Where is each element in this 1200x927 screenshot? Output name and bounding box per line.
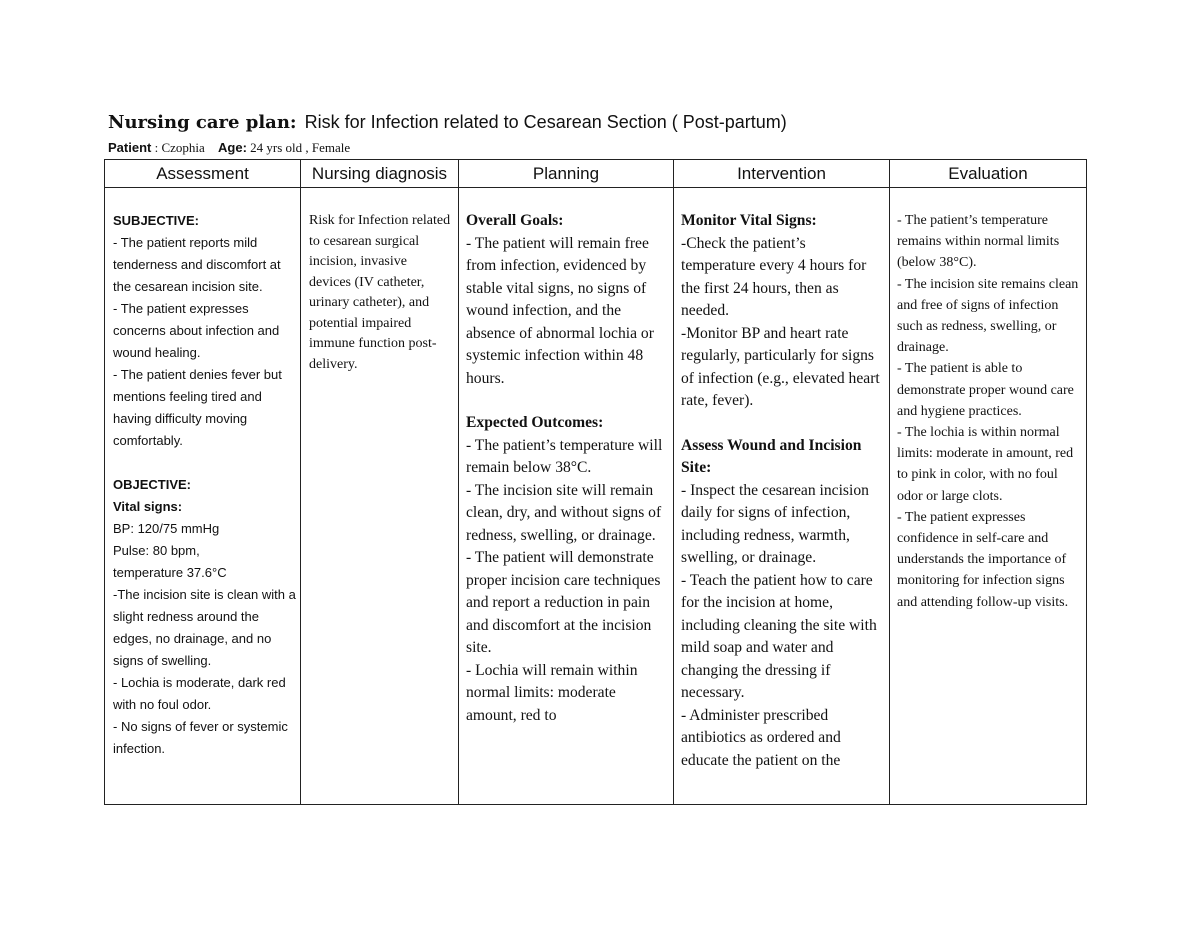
diagnosis-cell [301, 188, 459, 805]
outcomes-heading: Expected Outcomes: [466, 414, 604, 431]
title-text: Risk for Infection related to Cesarean Section ( Post-partum) [304, 112, 787, 132]
goals-heading: Overall Goals: [466, 212, 564, 229]
list-item: - The lochia is within normal limits: moderate in amount, red to pink in color, with no foul odor or large clots. [897, 425, 1074, 504]
vital-signs-heading: Vital signs: [113, 499, 183, 514]
age-label: Age: [218, 140, 247, 155]
patient-info [108, 140, 350, 156]
list-item: -The incision site is clean with a slight redness around the edges, no drainage, and no signs of swelling. [113, 587, 296, 668]
list-item: - The patient is able to demonstrate proper wound care and hygiene practices. [897, 361, 1074, 419]
list-item: - The patient will demonstrate proper incision care techniques and report a reduction in pain and discomfort at the incision site. [466, 549, 661, 656]
page-title [108, 112, 787, 133]
list-item: - Administer prescribed antibiotics as ordered and educate the patient on the [681, 706, 841, 769]
care-plan-table [104, 159, 1087, 805]
header-nursing-diagnosis: Nursing diagnosis [301, 160, 459, 188]
monitor-vitals-heading: Monitor Vital Signs: [681, 212, 817, 229]
list-item: - The patient expresses confidence in self-care and understands the importance of monitoring for infection signs and attending follow-up visits. [897, 509, 1069, 610]
list-item: - The patient denies fever but mentions feeling tired and having difficulty moving comfortably. [113, 367, 282, 448]
list-item: - The incision site remains clean and free of signs of infection such as redness, swelling, or drainage. [897, 276, 1079, 356]
objective-heading: OBJECTIVE: [113, 477, 192, 492]
evaluation-cell [890, 188, 1087, 805]
list-item: -Check the patient’s temperature every 4 hours for the first 24 hours, then as needed. [681, 234, 867, 319]
list-item: - The patient reports mild tenderness and discomfort at the cesarean incision site. [113, 235, 281, 294]
list-item: - Lochia will remain within normal limits: moderate amount, red to [466, 661, 638, 724]
vital-temperature: temperature 37.6°C [113, 565, 227, 580]
header-evaluation: Evaluation [890, 160, 1087, 188]
list-item: - No signs of fever or systemic infection. [113, 719, 288, 756]
planning-cell [459, 188, 674, 805]
list-item: -Monitor BP and heart rate regularly, particularly for signs of infection (e.g., elevated heart rate, fever). [681, 324, 880, 409]
table-header-row [105, 160, 1087, 188]
list-item: - The patient expresses concerns about infection and wound healing. [113, 301, 280, 360]
header-intervention: Intervention [674, 160, 890, 188]
intervention-cell [674, 188, 890, 805]
subjective-heading: SUBJECTIVE: [113, 213, 199, 228]
table-row [105, 188, 1087, 805]
title-prefix: Nursing care plan: [108, 112, 297, 133]
assess-wound-heading: Assess Wound and Incision Site: [681, 436, 862, 476]
vital-bp: BP: 120/75 mmHg [113, 521, 220, 536]
list-item: - The incision site will remain clean, dry, and without signs of redness, swelling, or drainage. [466, 481, 662, 544]
header-assessment: Assessment [105, 160, 301, 188]
vital-pulse: Pulse: 80 bpm, [113, 543, 200, 558]
diagnosis-text: Risk for Infection related to cesarean surgical incision, invasive devices (IV catheter, urinary catheter), and potential impaired immune function post-delivery. [309, 213, 451, 372]
assessment-cell [105, 188, 301, 805]
list-item: - The patient’s temperature will remain below 38°C. [466, 436, 663, 476]
age-value: 24 yrs old , Female [250, 140, 351, 155]
list-item: - The patient’s temperature remains within normal limits (below 38°C). [897, 213, 1060, 271]
list-item: - Inspect the cesarean incision daily for signs of infection, including redness, warmth, swelling, or drainage. [681, 481, 869, 566]
list-item: - Teach the patient how to care for the incision at home, including cleaning the site with mild soap and water and changing the dressing if necessary. [681, 571, 877, 701]
patient-label: Patient [108, 140, 152, 155]
goals-text: - The patient will remain free from infection, evidenced by stable vital signs, no signs of wound infection, and the absence of abnormal lochia or systemic infection within 48 hours. [466, 234, 654, 387]
header-planning: Planning [459, 160, 674, 188]
patient-name: : Czophia [154, 140, 205, 155]
list-item: - Lochia is moderate, dark red with no foul odor. [113, 675, 286, 712]
